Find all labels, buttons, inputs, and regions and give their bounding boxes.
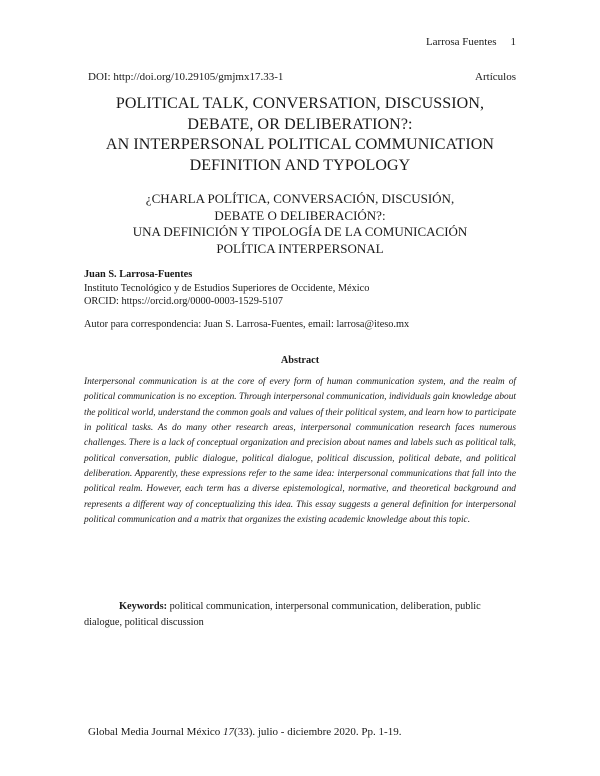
title-en-line: DEFINITION AND TYPOLOGY: [189, 156, 411, 174]
journal-volume: 17: [223, 726, 235, 738]
author-affiliation: Instituto Tecnológico y de Estudios Superiores de Occidente, México: [84, 282, 370, 294]
journal-name: Global Media Journal México: [88, 726, 221, 738]
author-orcid[interactable]: ORCID: https://orcid.org/0000-0003-1529-5107: [84, 296, 283, 307]
title-en-line: AN INTERPERSONAL POLITICAL COMMUNICATION: [105, 136, 495, 153]
title-es-line: POLÍTICA INTERPERSONAL: [216, 240, 384, 256]
title-english: [60, 94, 540, 176]
running-author: Larrosa Fuentes: [425, 36, 497, 48]
keywords: [84, 599, 516, 631]
section-label: Artículos: [475, 71, 516, 83]
title-es-line: DEBATE O DELIBERACIÓN?:: [214, 207, 386, 223]
keywords-label: Keywords:: [119, 601, 168, 612]
title-spanish: [90, 191, 510, 257]
doi-link[interactable]: DOI: http://doi.org/10.29105/gmjmx17.33-1: [88, 71, 284, 83]
title-es-line: ¿CHARLA POLÍTICA, CONVERSACIÓN, DISCUSIÓN,: [145, 191, 455, 206]
author-block: [84, 268, 516, 309]
abstract-body: Interpersonal communication is at the core of every form of human communication system, and the realm of political communication is no exception. Through interpersonal communication, individuals gain knowledge about the political world, understand the common goals and values of their political system, and learn how to participate in political tasks. As do many other research areas, interpersonal communication research faces numerous challenges. There is a lack of conceptual organization and precision about names and labels such as political talk, political conversation, public dialogue, political dialogue, political discussion, political debate, and political deliberation. Apparently, these expressions refer to the same idea: interpersonal communications that fall into the political realm. However, each term has a diverse epistemological, normative, and theoretical background and represents a different way of conceptualizing this idea. This essay suggests a general definition for interpersonal political communication and a matrix that organizes the existing academic knowledge about this topic.: [84, 377, 516, 526]
doi-row: [88, 71, 516, 83]
footer-citation: [88, 726, 516, 738]
correspondence-line: Autor para correspondencia: Juan S. Larrosa-Fuentes, email: larrosa@iteso.mx: [84, 319, 410, 330]
author-name: Juan S. Larrosa-Fuentes: [84, 269, 193, 280]
journal-issue: (33). julio - diciembre 2020. Pp. 1-19.: [234, 726, 402, 738]
abstract-heading: Abstract: [280, 355, 320, 366]
title-en-line: DEBATE, OR DELIBERATION?:: [187, 115, 413, 133]
page-number: 1: [510, 36, 516, 48]
title-en-line: POLITICAL TALK, CONVERSATION, DISCUSSION,: [115, 95, 485, 112]
keywords-text: political communication, interpersonal communication, deliberation, public dialogue, political discussion: [84, 601, 481, 628]
title-es-line: UNA DEFINICIÓN Y TIPOLOGÍA DE LA COMUNICACIÓN: [132, 224, 468, 239]
running-head: [426, 36, 516, 48]
